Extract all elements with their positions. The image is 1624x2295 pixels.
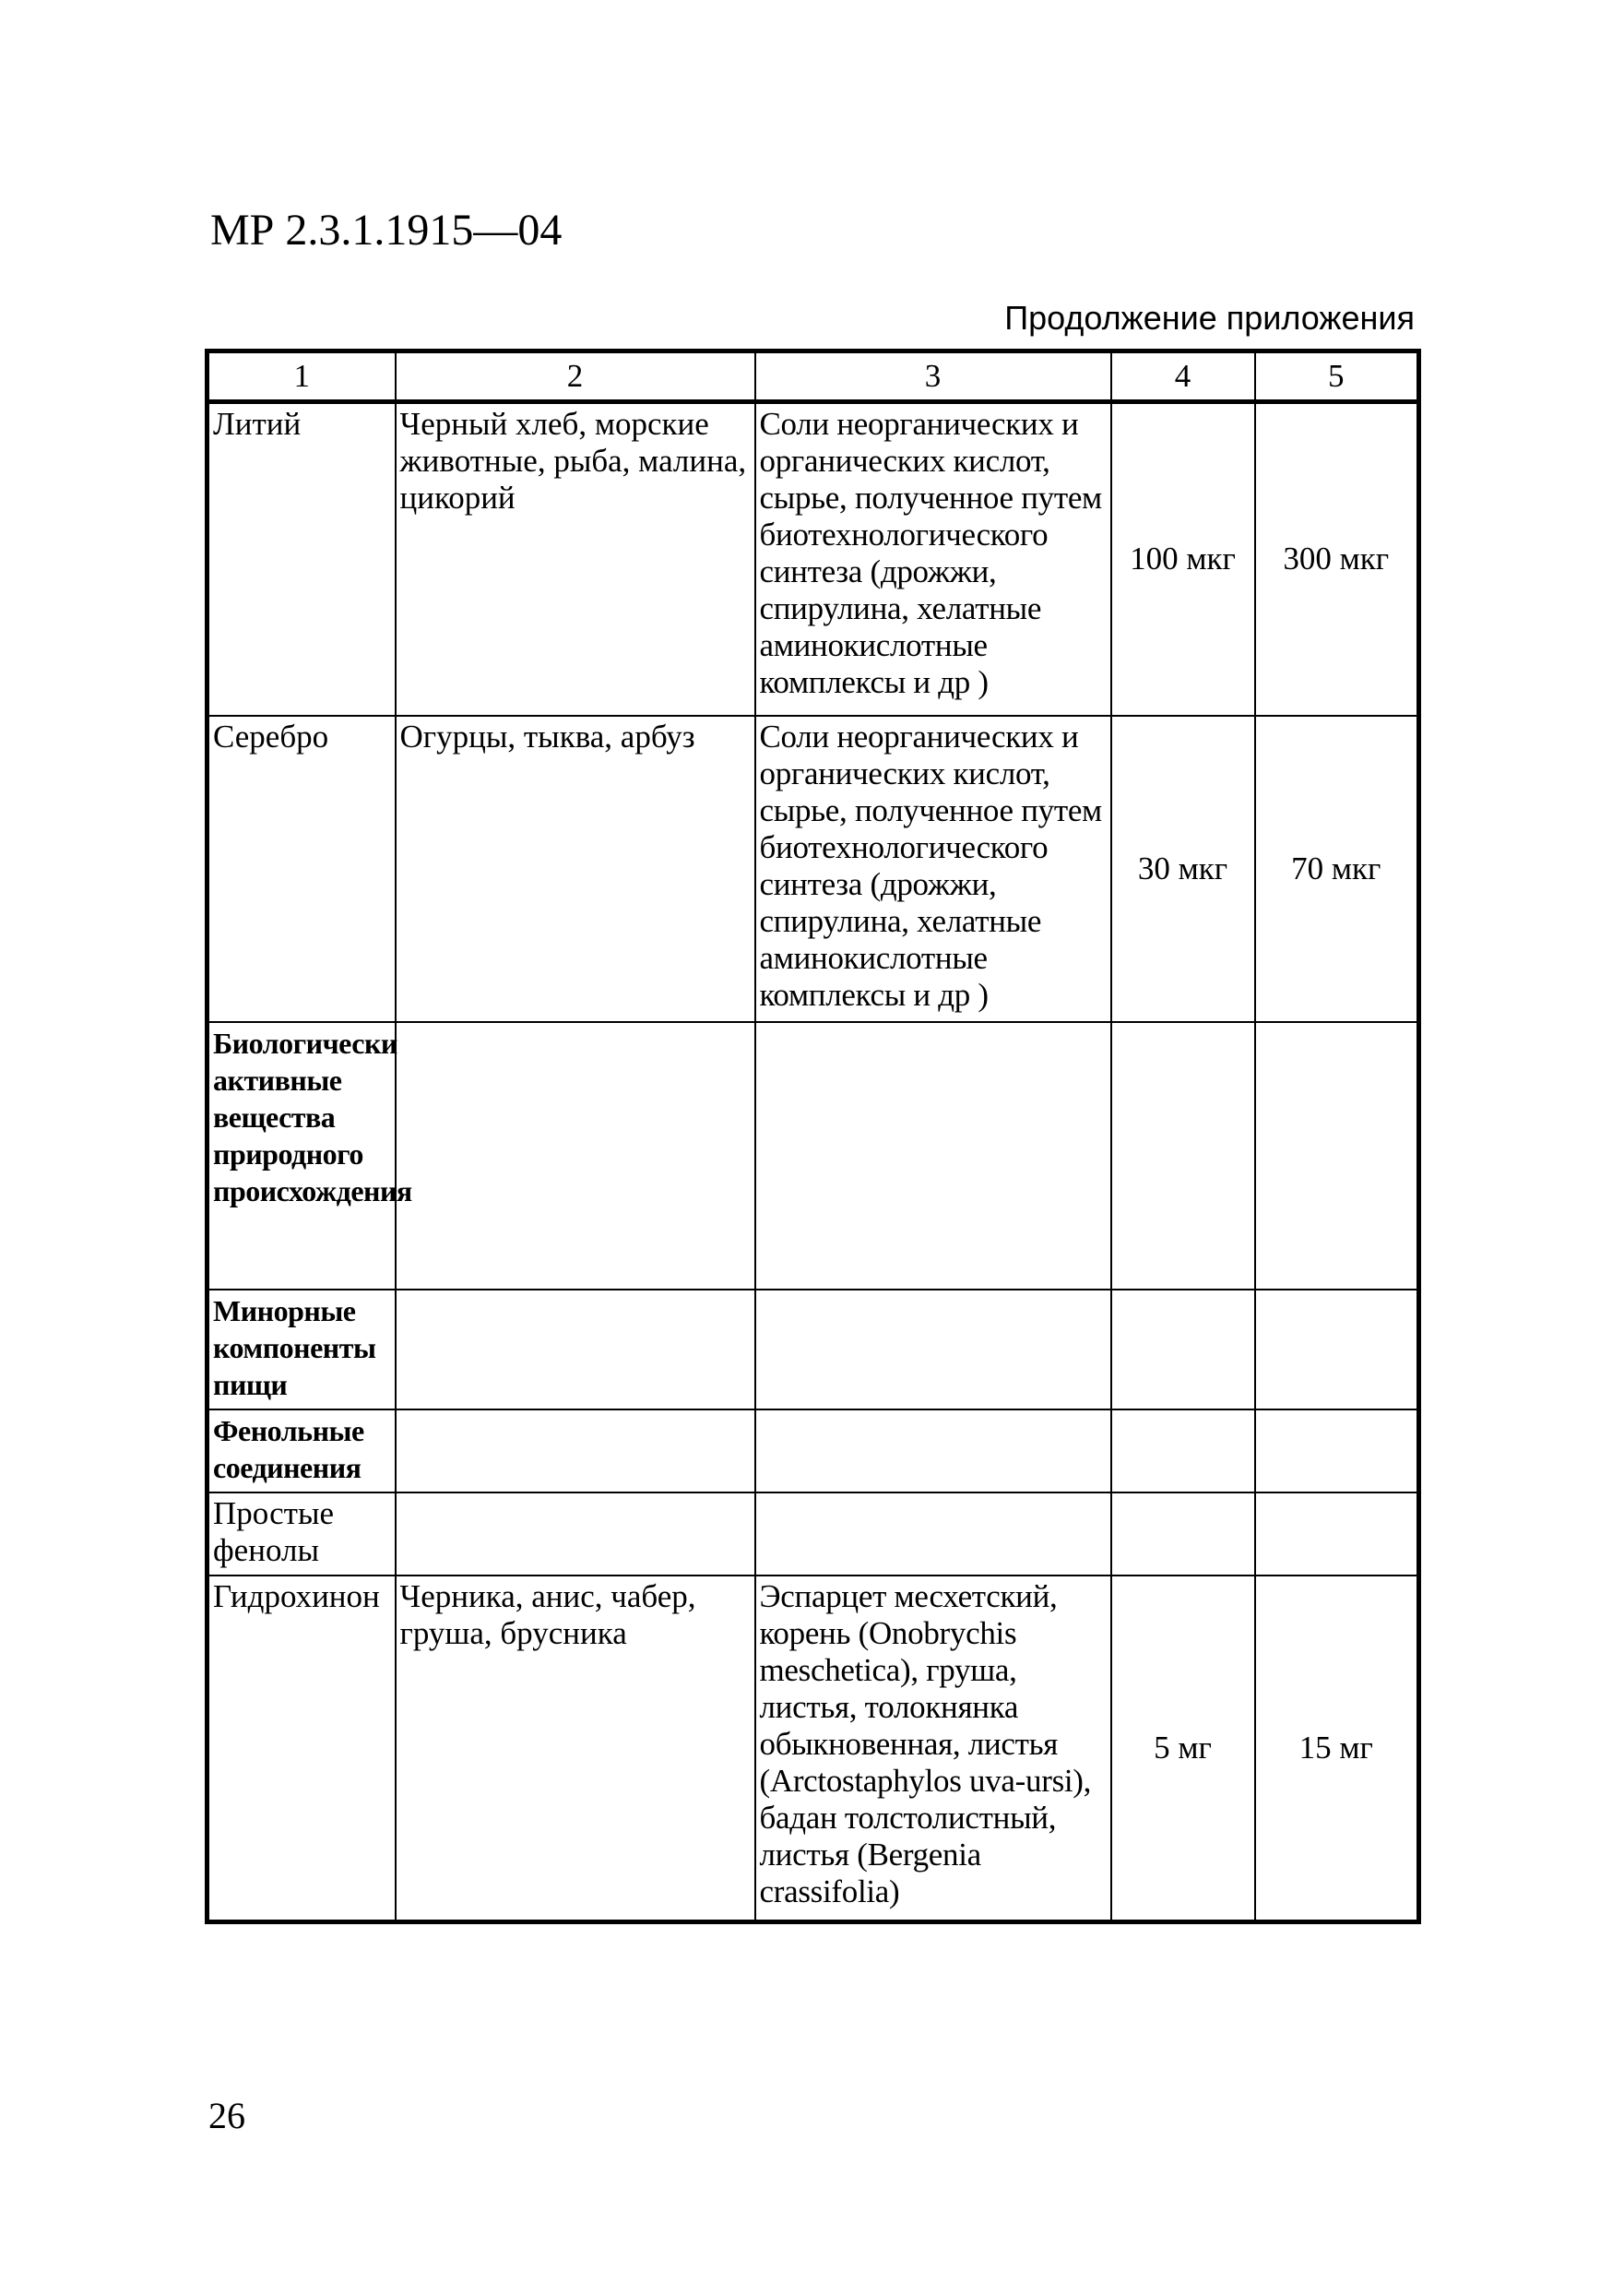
table-row <box>207 402 1419 716</box>
food-sources: Черника, анис, чабер, груша, брусника <box>396 1576 755 1922</box>
food-sources <box>396 1409 755 1492</box>
adequate-intake: 5 мг <box>1111 1576 1255 1922</box>
upper-intake <box>1255 1022 1419 1290</box>
document-code: МР 2.3.1.1915—04 <box>210 206 563 255</box>
table-row <box>207 1290 1419 1409</box>
category-heading: Фенольные соединения <box>207 1409 396 1492</box>
continuation-label: Продолжение приложения <box>1004 299 1415 337</box>
category-heading: Биологически активные вещества природного происхождения <box>207 1022 396 1290</box>
adequate-intake <box>1111 1492 1255 1576</box>
food-sources <box>396 1290 755 1409</box>
table-row <box>207 716 1419 1022</box>
table-row <box>207 1022 1419 1290</box>
column-header-1: 1 <box>207 351 396 402</box>
page-number: 26 <box>208 2095 245 2136</box>
table-row <box>207 1492 1419 1576</box>
column-header-4: 4 <box>1111 351 1255 402</box>
supplement-sources: Эспарцет месхетский, корень (Onobrychis meschetica), груша, листья, толокнянка обыкновенная, листья (Arctostaphylos uva-ursi), бадан толстолистный, листья (Bergenia crassifolia) <box>755 1576 1111 1922</box>
upper-intake <box>1255 1409 1419 1492</box>
supplement-sources: Соли неорганических и органических кислот, сырье, полученное путем биотехнологического синтеза (дрожжи, спирулина, хелатные аминокислотные комплексы и др ) <box>755 716 1111 1022</box>
upper-intake <box>1255 1290 1419 1409</box>
column-header-2: 2 <box>396 351 755 402</box>
category-heading: Простые фенолы <box>207 1492 396 1576</box>
food-sources: Черный хлеб, морские животные, рыба, малина, цикорий <box>396 402 755 716</box>
adequate-intake <box>1111 1290 1255 1409</box>
adequate-intake <box>1111 1409 1255 1492</box>
upper-intake <box>1255 1492 1419 1576</box>
adequate-intake: 30 мкг <box>1111 716 1255 1022</box>
supplement-sources <box>755 1022 1111 1290</box>
category-heading: Минорные компоненты пищи <box>207 1290 396 1409</box>
food-sources <box>396 1492 755 1576</box>
table-header-row <box>207 351 1419 402</box>
supplement-sources <box>755 1409 1111 1492</box>
substance-name: Гидрохинон <box>207 1576 396 1922</box>
adequate-intake: 100 мкг <box>1111 402 1255 716</box>
substance-name: Литий <box>207 402 396 716</box>
table-row <box>207 1409 1419 1492</box>
upper-intake: 300 мкг <box>1255 402 1419 716</box>
upper-intake: 70 мкг <box>1255 716 1419 1022</box>
supplement-sources <box>755 1492 1111 1576</box>
supplement-sources: Соли неорганических и органических кислот, сырье, полученное путем биотехнологического синтеза (дрожжи, спирулина, хелатные аминокислотные комплексы и др ) <box>755 402 1111 716</box>
food-sources <box>396 1022 755 1290</box>
food-sources: Огурцы, тыква, арбуз <box>396 716 755 1022</box>
substance-name: Серебро <box>207 716 396 1022</box>
table-row <box>207 1576 1419 1922</box>
supplement-sources <box>755 1290 1111 1409</box>
column-header-3: 3 <box>755 351 1111 402</box>
appendix-table <box>205 349 1421 1924</box>
upper-intake: 15 мг <box>1255 1576 1419 1922</box>
adequate-intake <box>1111 1022 1255 1290</box>
column-header-5: 5 <box>1255 351 1419 402</box>
